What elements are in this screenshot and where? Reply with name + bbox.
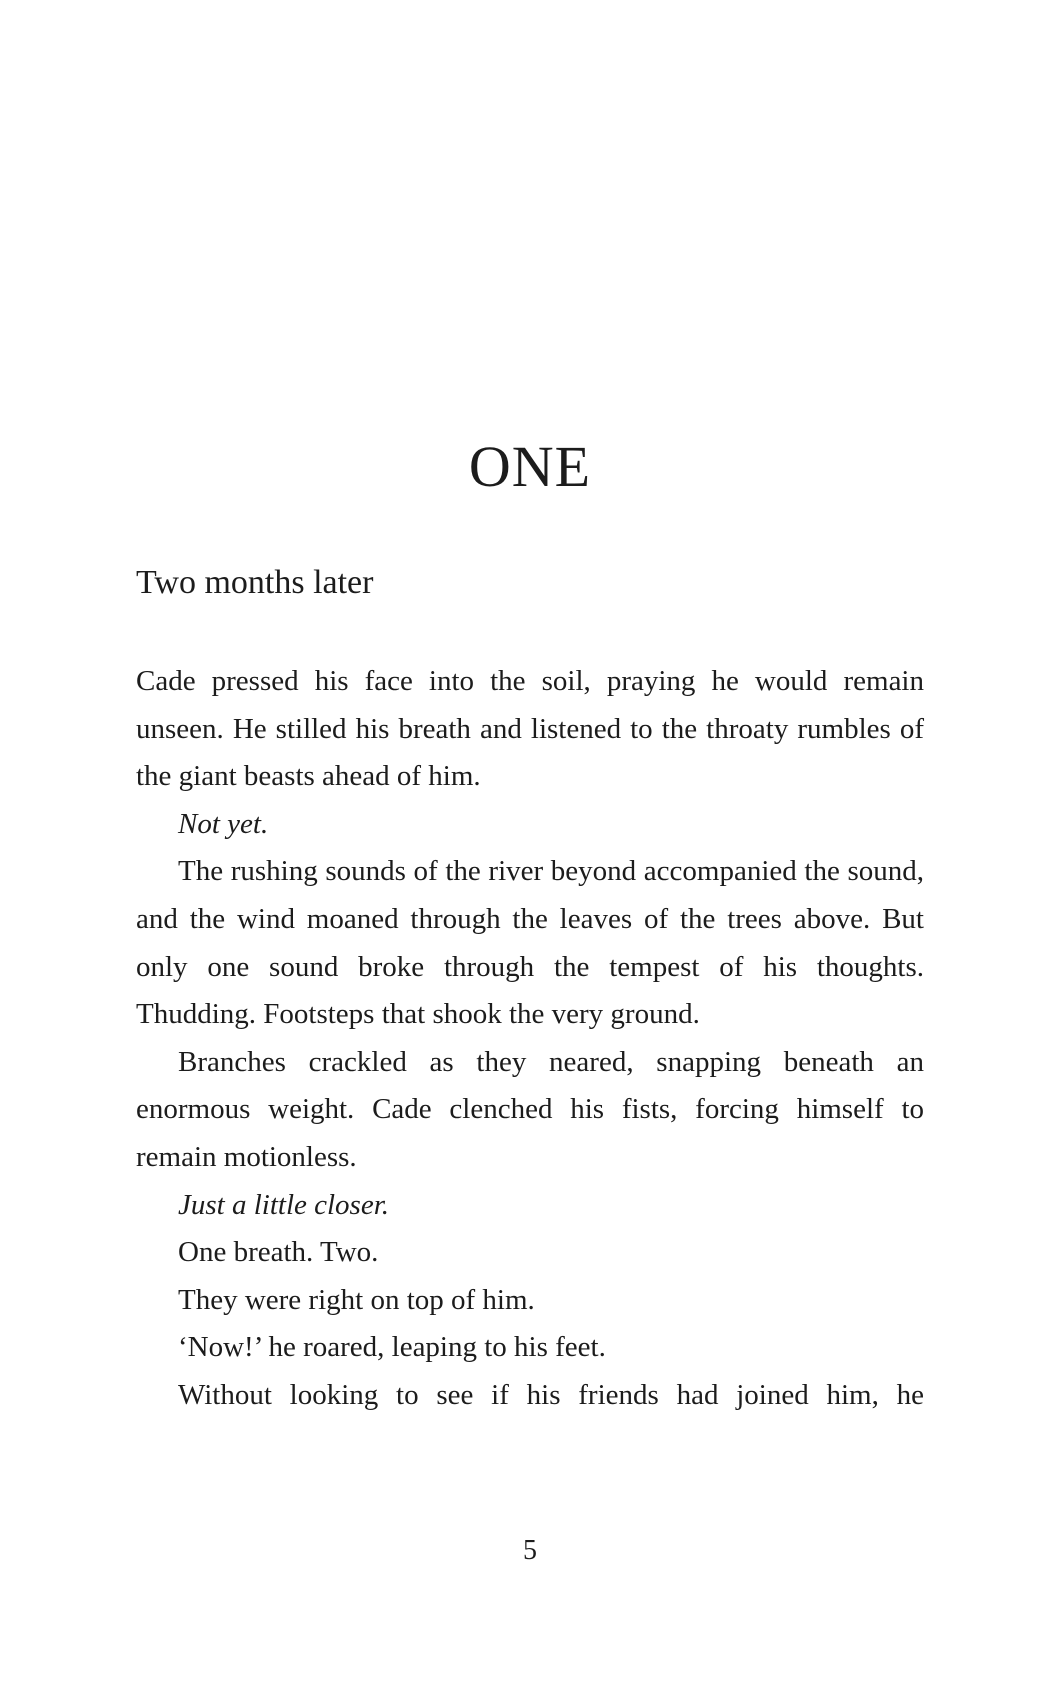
paragraph: One breath. Two. bbox=[178, 1236, 379, 1269]
chapter-title: ONE bbox=[468, 434, 592, 499]
paragraph: They were right on top of him. bbox=[178, 1283, 535, 1316]
page-number: 5 bbox=[523, 1535, 537, 1566]
chapter-subtitle: Two months later bbox=[136, 564, 374, 601]
paragraph: Cade pressed his face into the soil, praying he would remain unseen. He stilled his breath and listened to the throaty rumbles of the giant beasts ahead of him. bbox=[136, 665, 924, 793]
paragraph: Not yet. bbox=[178, 807, 269, 840]
paragraph: The rushing sounds of the river beyond accompanied the sound, and the wind moaned through the leaves of the trees above. But only one sound broke through the tempest of his thoughts. Thudding. Footsteps that shook the very ground. bbox=[136, 855, 924, 1031]
paragraph: Just a little closer. bbox=[178, 1188, 390, 1221]
paragraph: ‘Now!’ he roared, leaping to his feet. bbox=[178, 1331, 606, 1364]
paragraph: Without looking to see if his friends had joined him, he bbox=[178, 1378, 924, 1411]
paragraph: Branches crackled as they neared, snapping beneath an enormous weight. Cade clenched his fists, forcing himself to remain motionless. bbox=[136, 1045, 924, 1173]
body-text bbox=[136, 658, 924, 1420]
